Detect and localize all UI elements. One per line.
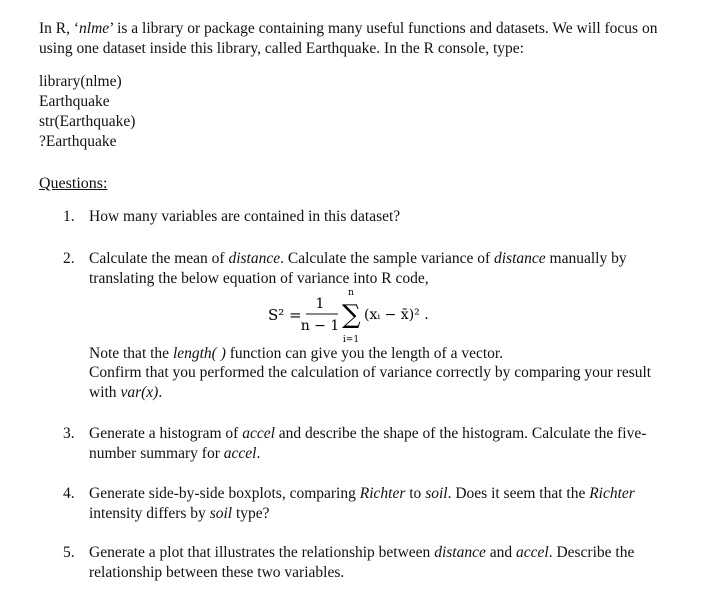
sum-upper-limit: n	[348, 288, 354, 298]
intro-text: ’ is a library or package containing many useful functions and datasets. We will focus on using one dataset inside this library, called Earthquake. In the R console, type:	[39, 20, 658, 57]
code-line: library(nlme)	[39, 73, 122, 90]
question-number: 4.	[63, 485, 75, 502]
variance-formula	[268, 288, 488, 345]
question-number: 2.	[63, 250, 75, 267]
formula-lhs: S² =	[268, 306, 302, 324]
intro-text: In R, ‘	[39, 20, 80, 37]
question-number: 3.	[63, 425, 75, 442]
question-text: Generate a histogram of accel and describe the shape of the histogram. Calculate the five-number summary for accel.	[89, 425, 647, 462]
question-text: Calculate the mean of distance. Calculate the sample variance of distance manually by translating the below equation of variance into R code,	[89, 250, 627, 287]
questions-heading: Questions:	[39, 175, 108, 192]
sum-sign-icon: ∑	[342, 300, 361, 330]
code-line: Earthquake	[39, 93, 110, 110]
formula-numerator: 1	[315, 296, 325, 312]
question-text: Generate side-by-side boxplots, comparing Richter to soil. Does it seem that the Richter intensity differs by soil type?	[89, 485, 635, 522]
note-text: Note that the length( ) function can give you the length of a vector.	[89, 345, 504, 362]
question-number: 5.	[63, 544, 75, 561]
formula-summand: (xᵢ − x̄)² .	[364, 307, 429, 323]
formula-denominator: n − 1	[300, 318, 340, 334]
package-name: nlme	[79, 20, 110, 37]
sum-lower-limit: i=1	[342, 335, 360, 345]
confirm-text: Confirm that you performed the calculation of variance correctly by comparing your result with var(x).	[89, 364, 652, 401]
question-text: How many variables are contained in this dataset?	[89, 208, 401, 225]
question-number: 1.	[63, 208, 75, 225]
code-line: str(Earthquake)	[39, 113, 136, 130]
intro-paragraph	[39, 19, 679, 59]
question-text: Generate a plot that illustrates the relationship between distance and accel. Describe the relationship between these two variables.	[89, 544, 635, 581]
code-line: ?Earthquake	[39, 133, 117, 150]
